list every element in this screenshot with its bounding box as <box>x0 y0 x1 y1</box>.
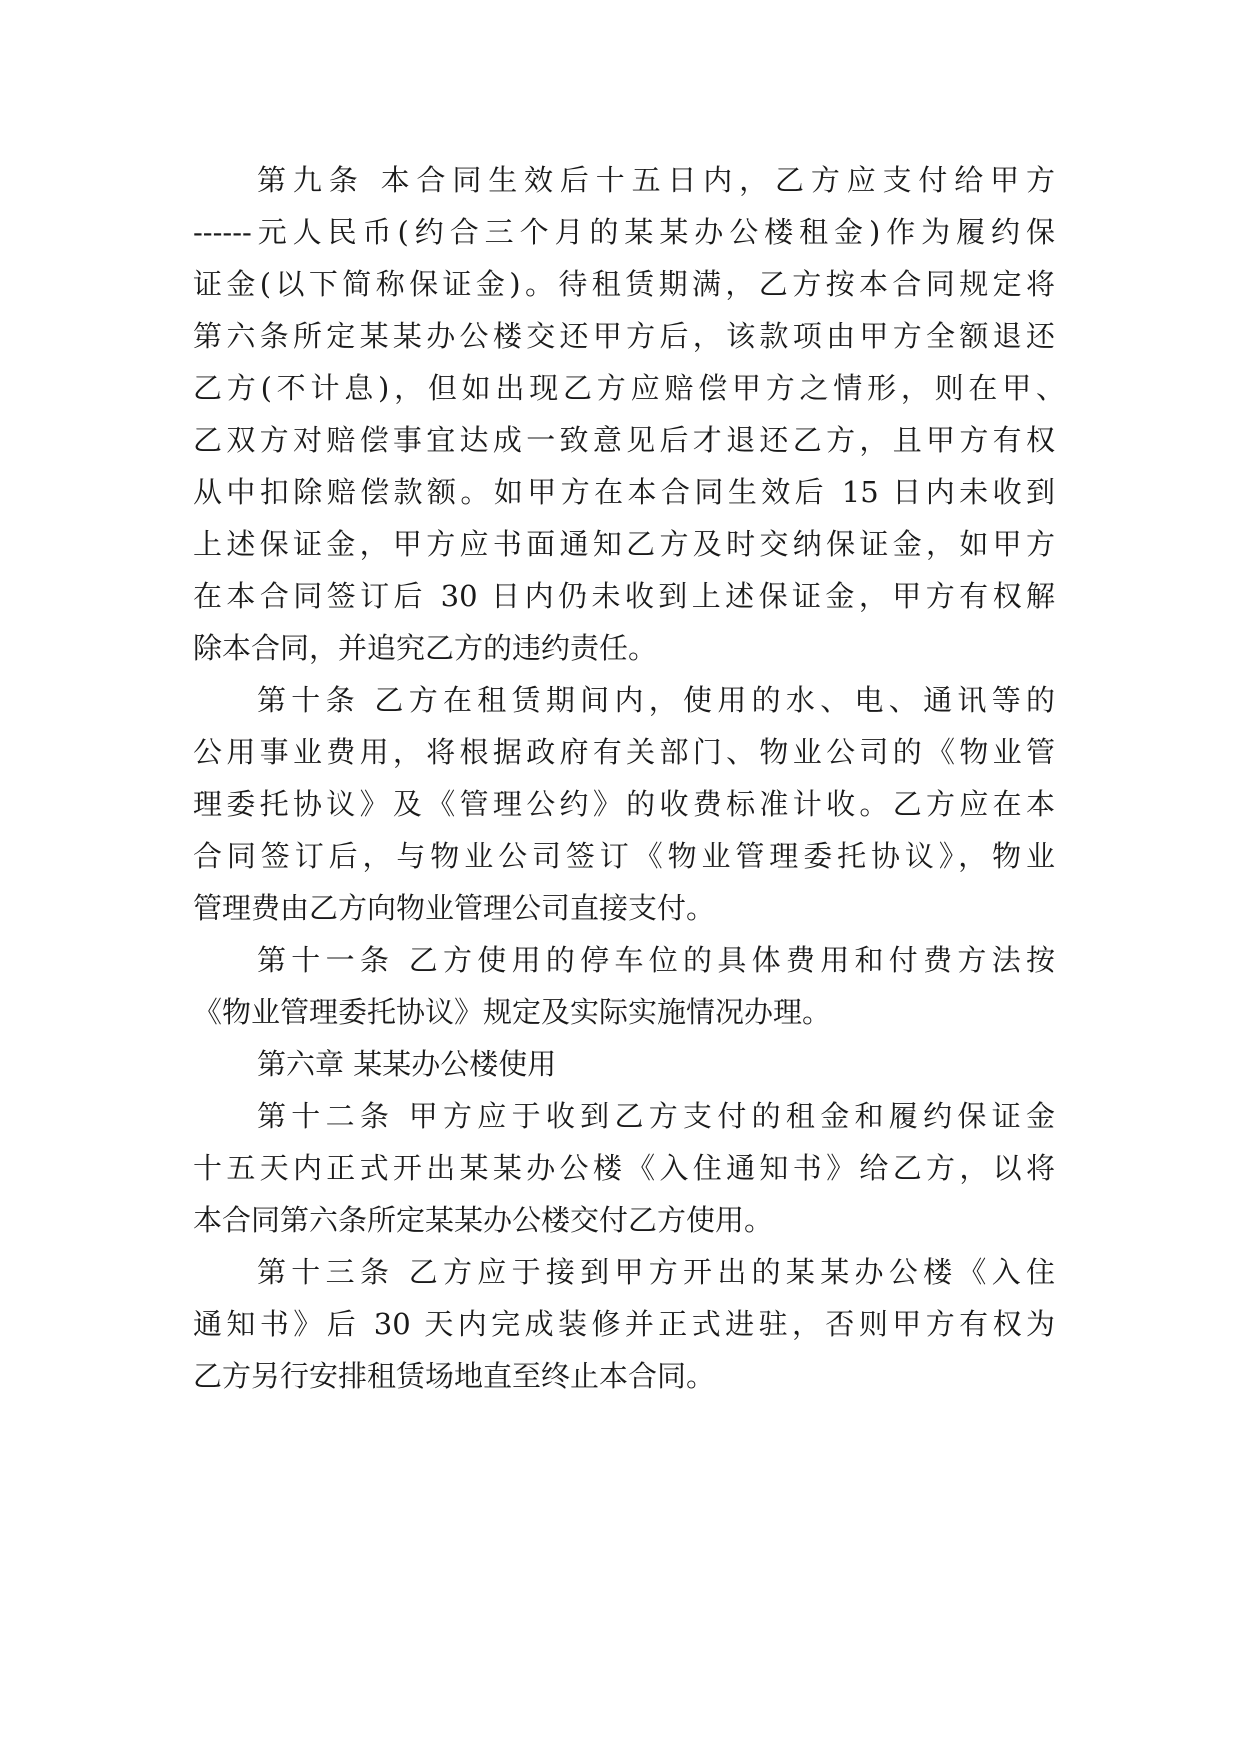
article-10-line-1: 第十条 乙方在租赁期间内，使用的水、电、通讯等的 <box>257 683 1055 717</box>
article-11-line-1: 第十一条 乙方使用的停车位的具体费用和付费方法按 <box>257 943 1055 977</box>
chapter-6-heading: 第六章 某某办公楼使用 <box>257 1047 557 1081</box>
article-10-line-5: 管理费由乙方向物业管理公司直接支付。 <box>193 891 716 925</box>
article-13-line-2: 通知书》后 30 天内完成装修并正式进驻，否则甲方有权为 <box>193 1307 1055 1341</box>
article-11-line-2: 《物业管理委托协议》规定及实际实施情况办理。 <box>193 995 832 1029</box>
article-13-line-3: 乙方另行安排租赁场地直至终止本合同。 <box>193 1359 716 1393</box>
article-12-line-3: 本合同第六条所定某某办公楼交付乙方使用。 <box>193 1203 774 1237</box>
article-9-line-4: 第六条所定某某办公楼交还甲方后，该款项由甲方全额退还 <box>193 319 1055 353</box>
article-12-line-1: 第十二条 甲方应于收到乙方支付的租金和履约保证金 <box>257 1099 1055 1133</box>
article-10-line-3: 理委托协议》及《管理公约》的收费标准计收。乙方应在本 <box>193 787 1055 821</box>
article-9-line-8: 上述保证金，甲方应书面通知乙方及时交纳保证金，如甲方 <box>193 527 1055 561</box>
article-9-line-5: 乙方(不计息)，但如出现乙方应赔偿甲方之情形，则在甲、 <box>193 371 1065 405</box>
article-9-line-1: 第九条 本合同生效后十五日内，乙方应支付给甲方 <box>257 163 1055 197</box>
article-9-line-2: ------元人民币(约合三个月的某某办公楼租金)作为履约保 <box>193 215 1055 249</box>
article-9-line-7: 从中扣除赔偿款额。如甲方在本合同生效后 15 日内未收到 <box>193 475 1055 509</box>
article-9-line-3: 证金(以下简称保证金)。待租赁期满，乙方按本合同规定将 <box>193 267 1055 301</box>
article-10-line-2: 公用事业费用，将根据政府有关部门、物业公司的《物业管 <box>193 735 1055 769</box>
article-9-line-6: 乙双方对赔偿事宜达成一致意见后才退还乙方，且甲方有权 <box>193 423 1055 457</box>
article-9-line-9: 在本合同签订后 30 日内仍未收到上述保证金，甲方有权解 <box>193 579 1055 613</box>
article-9-line-10: 除本合同，并追究乙方的违约责任。 <box>193 631 658 665</box>
article-10-line-4: 合同签订后，与物业公司签订《物业管理委托协议》，物业 <box>193 839 1055 873</box>
article-12-line-2: 十五天内正式开出某某办公楼《入住通知书》给乙方，以将 <box>193 1151 1055 1185</box>
article-13-line-1: 第十三条 乙方应于接到甲方开出的某某办公楼《入住 <box>257 1255 1055 1289</box>
